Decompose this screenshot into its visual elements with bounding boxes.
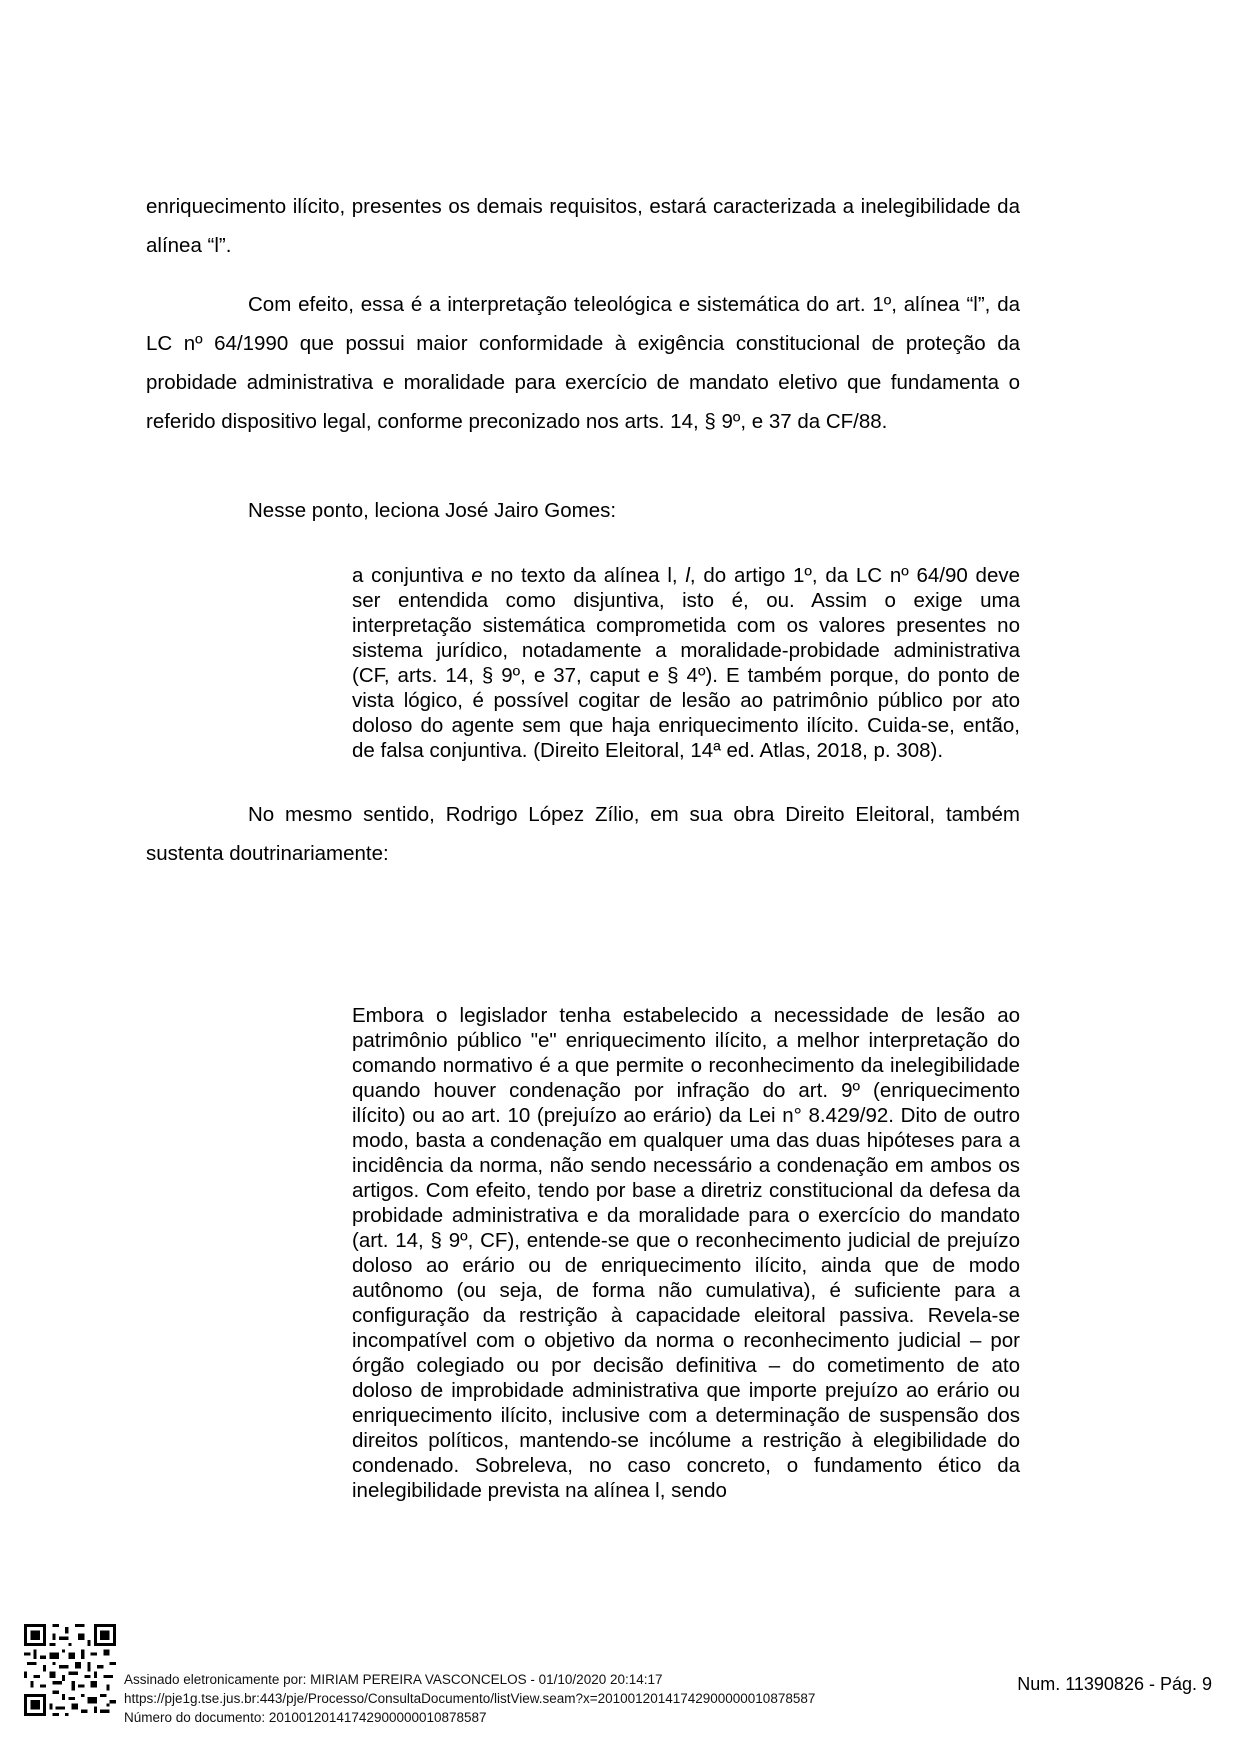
quote-segment: a conjuntiva bbox=[352, 564, 472, 587]
block-quote-zilio bbox=[352, 1003, 1020, 1503]
block-quote-gomes bbox=[352, 563, 1020, 763]
paragraph-intro-quote bbox=[146, 491, 1020, 530]
paragraph-interpretation bbox=[146, 285, 1020, 441]
quote-segment: no texto da alínea l, bbox=[482, 564, 686, 587]
quote-segment: , do artigo 1º, da LC nº 64/90 deve ser entendida como disjuntiva, isto é, ou. Assim o exige uma interpretação sistemática comprometida com os valores presentes no sistema jurídico, notadamente a moralidade-probidade administrativa (CF, arts. 14, § 9º, e 37, caput e § 4º). E também porque, do ponto de vista lógico, é possível cogitar de lesão ao patrimônio público por ato doloso do agente sem que haja enriquecimento ilícito. Cuida-se, então, de falsa conjuntiva. (Direito Eleitoral, 14ª ed. Atlas, 2018, p. 308). bbox=[352, 564, 1021, 762]
paragraph-text: Nesse ponto, leciona José Jairo Gomes: bbox=[248, 499, 617, 522]
page-reference: Num. 11390826 - Pág. 9 bbox=[1017, 1674, 1212, 1694]
paragraph-text: Com efeito, essa é a interpretação teleológica e sistemática do art. 1º, alínea “l”, da LC nº 64/1990 que possui maior conformidade à exigência constitucional de proteção da probidade administrativa e moralidade para exercício de mandato eletivo que fundamenta o referido dispositivo legal, conforme preconizado nos arts. 14, § 9º, e 37 da CF/88. bbox=[146, 293, 1020, 433]
paragraph-text: No mesmo sentido, Rodrigo López Zílio, em sua obra Direito Eleitoral, também sustenta doutrinariamente: bbox=[146, 803, 1020, 865]
signed-by-line: Assinado eletronicamente por: MIRIAM PEREIRA VASCONCELOS - 01/10/2020 20:14:17 bbox=[124, 1672, 663, 1687]
signature-details bbox=[124, 1670, 815, 1727]
document-number-line: Número do documento: 20100120141742900000010878587 bbox=[124, 1710, 487, 1725]
paragraph-intro-quote-2 bbox=[146, 795, 1020, 873]
quote-italic-l: l bbox=[685, 564, 690, 587]
document-url-link[interactable]: https://pje1g.tse.jus.br:443/pje/Processo/ConsultaDocumento/listView.seam?x=20100120141742900000010878587 bbox=[124, 1691, 816, 1706]
paragraph-text: enriquecimento ilícito, presentes os demais requisitos, estará caracterizada a inelegibilidade da alínea “l”. bbox=[146, 195, 1020, 257]
paragraph-continuation bbox=[146, 187, 1020, 265]
signature-footer bbox=[0, 1620, 1240, 1755]
quote-text bbox=[352, 563, 1020, 763]
quote-text: Embora o legislador tenha estabelecido a necessidade de lesão ao patrimônio público "e" enriquecimento ilícito, a melhor interpretação do comando normativo é a que permite o reconhecimento da inelegibilidade quando houver condenação por infração do art. 9º (enriquecimento ilícito) ou ao art. 10 (prejuízo ao erário) da Lei n° 8.429/92. Dito de outro modo, basta a condenação em qualquer uma das duas hipóteses para a incidência da norma, não sendo necessário a condenação em ambos os artigos. Com efeito, tendo por base a diretriz constitucional da defesa da probidade administrativa e da moralidade para o exercício do mandato (art. 14, § 9º, CF), entende-se que o reconhecimento judicial de prejuízo doloso ao erário ou de enriquecimento ilícito, ainda que de modo autônomo (ou seja, de forma não cumulativa), é suficiente para a configuração da restrição à capacidade eleitoral passiva. Revela-se incompatível com o objetivo da norma o reconhecimento judicial – por órgão colegiado ou por decisão definitiva – do cometimento de ato doloso de improbidade administrativa que importe prejuízo ao erário ou enriquecimento ilícito, inclusive com a determinação de suspensão dos direitos políticos, mantendo-se incólume a restrição à elegibilidade do condenado. Sobreleva, no caso concreto, o fundamento ético da inelegibilidade prevista na alínea l, sendo bbox=[352, 1004, 1020, 1502]
quote-italic-e: e bbox=[471, 564, 483, 587]
qr-code-icon bbox=[24, 1624, 116, 1716]
